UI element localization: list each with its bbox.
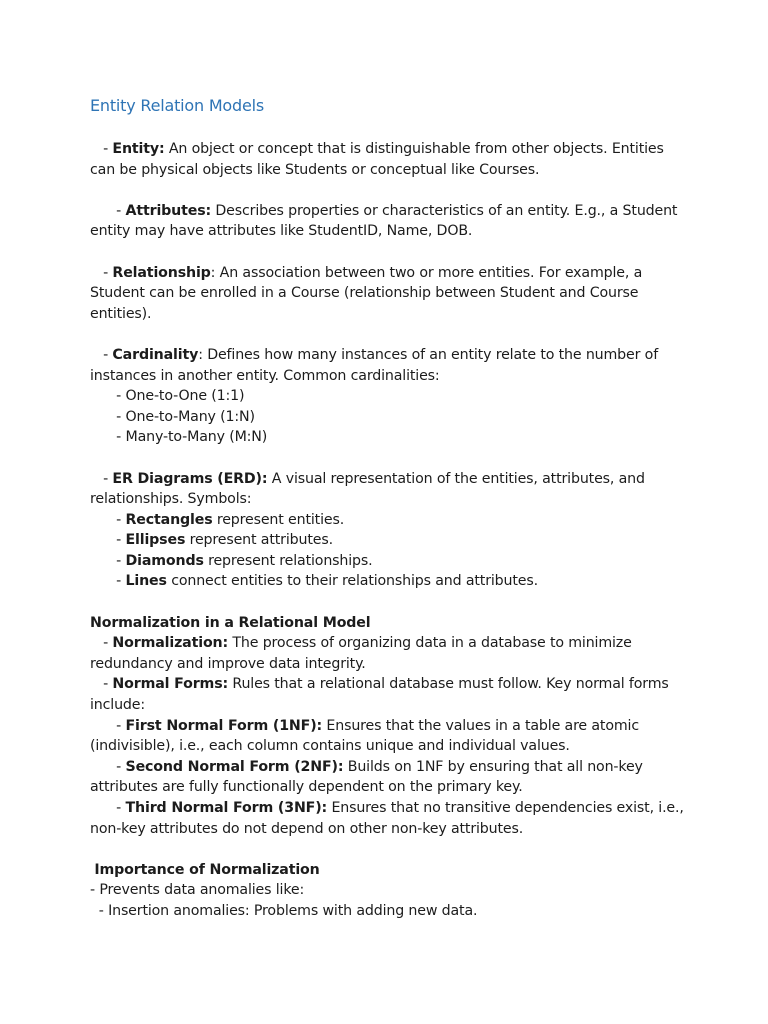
line-text: include: — [90, 697, 145, 714]
line-text: Describes properties or characteristics of an entity. E.g., a Student — [211, 202, 678, 219]
bold-term: Lines — [125, 573, 167, 590]
line-text: Rules that a relational database must follow. Key normal forms — [228, 676, 669, 693]
text-line — [90, 736, 690, 757]
blank-line — [90, 839, 690, 860]
page-title: Entity Relation Models — [90, 96, 264, 115]
line-text: entities). — [90, 305, 152, 322]
line-text: A visual representation of the entities, attributes, and — [267, 470, 645, 487]
bold-term: Normalization in a Relational Model — [90, 614, 371, 631]
text-line — [90, 407, 690, 428]
line-text: Ensures that no transitive dependencies exist, i.e., — [327, 800, 684, 816]
line-prefix: - — [90, 882, 100, 899]
text-line — [90, 880, 690, 901]
line-text: entity may have attributes like StudentID, Name, DOB. — [90, 223, 473, 240]
text-line — [90, 674, 690, 695]
bold-term: Ellipses — [125, 532, 186, 549]
line-text: connect entities to their relationships and attributes. — [166, 573, 538, 590]
text-line — [90, 345, 690, 366]
bold-term: Cardinality — [112, 346, 199, 363]
bold-term: ER Diagrams (ERD): — [112, 470, 268, 487]
text-line — [90, 633, 690, 654]
text-line — [90, 613, 690, 634]
bold-term: Importance of Normalization — [94, 861, 320, 878]
document-body — [90, 139, 690, 922]
line-text: (indivisible), i.e., each column contains unique and individual values. — [90, 738, 570, 755]
line-prefix: - — [90, 635, 113, 652]
bold-term: Second Normal Form (2NF): — [125, 758, 344, 775]
text-line — [90, 695, 690, 716]
line-prefix: - — [90, 202, 126, 219]
blank-line — [90, 324, 690, 345]
text-line — [90, 798, 690, 819]
line-text: Prevents data anomalies like: — [99, 882, 305, 899]
bold-term: Normal Forms: — [112, 676, 229, 693]
text-line — [90, 201, 690, 222]
text-line — [90, 819, 690, 840]
line-prefix: - — [90, 573, 126, 590]
text-line — [90, 551, 690, 572]
text-line — [90, 469, 690, 490]
text-line — [90, 901, 690, 922]
line-text: Many-to-Many (M:N) — [125, 429, 268, 446]
line-prefix: - — [90, 470, 113, 487]
text-line — [90, 160, 690, 181]
line-prefix: - — [90, 902, 109, 919]
line-prefix: - — [90, 676, 113, 693]
line-prefix: - — [90, 388, 126, 405]
line-text: represent relationships. — [203, 552, 373, 569]
line-text: redundancy and improve data integrity. — [90, 655, 366, 672]
bold-term: Entity: — [112, 141, 165, 157]
text-line — [90, 777, 690, 798]
line-text: can be physical objects like Students or conceptual like Courses. — [90, 161, 540, 178]
line-text: : An association between two or more entities. For example, a — [210, 264, 643, 281]
text-line — [90, 510, 690, 531]
line-text: attributes are fully functionally dependent on the primary key. — [90, 779, 523, 796]
line-text: Student can be enrolled in a Course (relationship between Student and Course — [90, 285, 639, 302]
bold-term: Diamonds — [125, 552, 204, 569]
line-text: Insertion anomalies: Problems with adding new data. — [108, 902, 478, 919]
blank-line — [90, 180, 690, 201]
line-prefix: - — [90, 511, 126, 528]
text-line — [90, 654, 690, 675]
line-text: One-to-Many (1:N) — [125, 408, 255, 425]
line-text: One-to-One (1:1) — [125, 388, 245, 405]
line-text: represent attributes. — [185, 532, 333, 549]
line-text: Builds on 1NF by ensuring that all non-key — [343, 758, 643, 775]
text-line — [90, 427, 690, 448]
bold-term: Relationship — [112, 264, 211, 281]
line-text: non-key attributes do not depend on other non-key attributes. — [90, 820, 524, 837]
text-line — [90, 757, 690, 778]
line-text: The process of organizing data in a database to minimize — [228, 635, 632, 652]
line-prefix: - — [90, 429, 126, 446]
line-prefix: - — [90, 264, 113, 281]
line-text: relationships. Symbols: — [90, 491, 252, 508]
text-line — [90, 263, 690, 284]
bold-term: Attributes: — [125, 202, 212, 219]
text-line — [90, 366, 690, 387]
line-text: instances in another entity. Common cardinalities: — [90, 367, 440, 384]
text-line — [90, 571, 690, 592]
line-prefix: - — [90, 346, 113, 363]
blank-line — [90, 448, 690, 469]
text-line — [90, 283, 690, 304]
line-prefix: - — [90, 532, 126, 549]
bold-term: Third Normal Form (3NF): — [125, 800, 328, 816]
text-line — [90, 386, 690, 407]
text-line — [90, 716, 690, 737]
line-prefix: - — [90, 552, 126, 569]
line-prefix: - — [90, 717, 126, 734]
blank-line — [90, 592, 690, 613]
text-line — [90, 860, 690, 881]
blank-line — [90, 242, 690, 263]
bold-term: Rectangles — [125, 511, 213, 528]
text-line — [90, 221, 690, 242]
line-text: Ensures that the values in a table are atomic — [322, 717, 639, 734]
text-line — [90, 489, 690, 510]
text-line — [90, 530, 690, 551]
bold-term: First Normal Form (1NF): — [125, 717, 323, 734]
line-prefix: - — [90, 408, 126, 425]
line-text: : Defines how many instances of an entity relate to the number of — [198, 346, 659, 363]
text-line — [90, 304, 690, 325]
text-line — [90, 139, 690, 160]
line-prefix: - — [90, 141, 113, 157]
line-prefix: - — [90, 758, 126, 775]
line-text: An object or concept that is distinguishable from other objects. Entities — [164, 141, 664, 157]
line-prefix: - — [90, 800, 126, 816]
bold-term: Normalization: — [112, 635, 229, 652]
line-text: represent entities. — [212, 511, 345, 528]
